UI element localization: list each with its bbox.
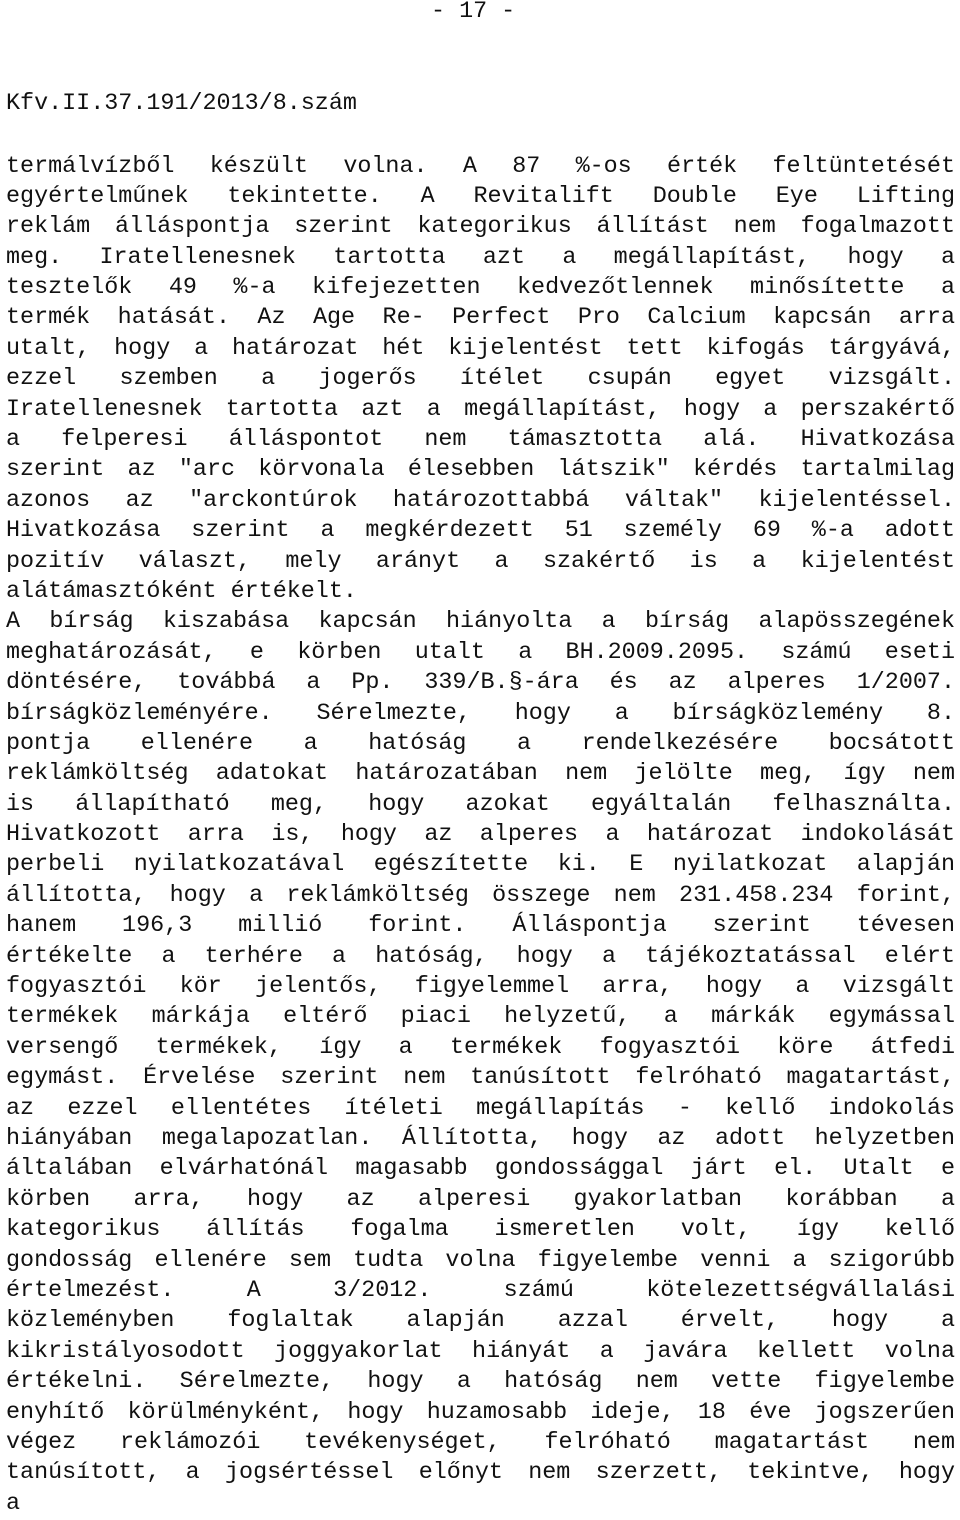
text-line: közleményben foglaltak alapján azzal érvelt, hogy a <box>6 1308 955 1335</box>
text-line: meg. Iratellenesnek tartotta azt a megállapítást, hogy a <box>6 244 955 271</box>
text-line: döntésére, továbbá a Pp. 339/B.§-ára és az alperes 1/2007. <box>6 670 955 697</box>
text-line: azonos az "arckontúrok határozottabbá váltak" kijelentéssel. <box>6 487 955 514</box>
text-line: értékelni. Sérelmezte, hogy a hatóság nem vette figyelembe <box>6 1369 955 1396</box>
text-line: végez reklámozói tevékenységet, felróható magatartást nem <box>6 1429 955 1456</box>
text-line: A bírság kiszabása kapcsán hiányolta a bírság alapösszegének <box>6 609 955 636</box>
text-line: körben arra, hogy az alperesi gyakorlatban korábban a <box>6 1186 955 1213</box>
text-line: reklám álláspontja szerint kategorikus állítást nem fogalmazott <box>6 214 955 241</box>
text-line: bírságközleményére. Sérelmezte, hogy a bírságközlemény 8. <box>6 700 955 727</box>
text-line: egyértelműnek tekintette. A Revitalift Double Eye Lifting <box>6 183 955 210</box>
text-line: utalt, hogy a határozat hét kijelentést tett kifogás tárgyává, <box>6 335 955 362</box>
case-number: Kfv.II.37.191/2013/8.szám <box>6 91 357 117</box>
text-line: Iratellenesnek tartotta azt a megállapítást, hogy a perszakértő <box>6 396 955 423</box>
text-line: ezzel szemben a jogerős ítélet csupán egyet vizsgált. <box>6 366 955 393</box>
text-line: állította, hogy a reklámköltség összege nem 231.458.234 forint, <box>6 882 955 909</box>
page-number: - 17 - <box>431 0 516 25</box>
text-line: is állapítható meg, hogy azokat egyáltalán felhasználta. <box>6 791 955 818</box>
paragraph-1 <box>6 152 955 608</box>
text-line: pontja ellenére a hatóság a rendelkezésére bocsátott <box>6 730 955 757</box>
text-line: pozitív választ, mely arányt a szakértő is a kijelentést <box>6 548 955 575</box>
text-line: szerint az "arc körvonala élesebben látszik" kérdés tartalmilag <box>6 457 955 484</box>
text-line: Hivatkozása szerint a megkérdezett 51 személy 69 %-a adott <box>6 518 955 545</box>
text-line: az ezzel ellentétes ítéleti megállapítás - kellő indokolás <box>6 1095 955 1122</box>
text-line: hanem 196,3 millió forint. Álláspontja szerint tévesen <box>6 913 955 940</box>
text-line: tanúsított, a jogsértéssel előnyt nem szerzett, tekintve, hogy <box>6 1460 955 1487</box>
text-line: alátámasztóként értékelt. <box>6 578 357 605</box>
text-line: kategorikus állítás fogalma ismeretlen volt, így kellő <box>6 1217 955 1244</box>
text-line: általában elvárhatónál magasabb gondossággal járt el. Utalt e <box>6 1156 955 1183</box>
text-line: tesztelők 49 %-a kifejezetten kedvezőtlennek minősítette a <box>6 275 955 302</box>
text-line: gondosság ellenére sem tudta volna figyelembe venni a szigorúbb <box>6 1247 955 1274</box>
text-line: termékek márkája eltérő piaci helyzetű, a márkák egymással <box>6 1004 955 1031</box>
text-line: kikristályosodott joggyakorlat hiányát a javára kellett volna <box>6 1338 955 1365</box>
body-text <box>6 152 955 1520</box>
text-line: enyhítő körülményként, hogy huzamosabb ideje, 18 éve jogszerűen <box>6 1399 955 1426</box>
text-line: a felperesi álláspontot nem támasztotta alá. Hivatkozása <box>6 427 955 454</box>
text-line: egymást. Érvelése szerint nem tanúsított felróható magatartást, <box>6 1065 955 1092</box>
text-line: perbeli nyilatkozatával egészítette ki. E nyilatkozat alapján <box>6 852 955 879</box>
text-line: a <box>6 1490 21 1517</box>
text-line: fogyasztói kör jelentős, figyelemmel arra, hogy a vizsgált <box>6 974 955 1001</box>
text-line: termék hatását. Az Age Re- Perfect Pro Calcium kapcsán arra <box>6 305 955 332</box>
text-line: értelmezést. A 3/2012. számú kötelezettségvállalási <box>6 1277 955 1304</box>
text-line: értékelte a terhére a hatóság, hogy a tájékoztatással elért <box>6 943 955 970</box>
text-line: meghatározását, e körben utalt a BH.2009.2095. számú eseti <box>6 639 955 666</box>
text-line: termálvízből készült volna. A 87 %-os érték feltüntetését <box>6 153 955 180</box>
text-line: versengő termékek, így a termékek fogyasztói köre átfedi <box>6 1034 955 1061</box>
text-line: reklámköltség adatokat határozatában nem jelölte meg, így nem <box>6 761 955 788</box>
text-line: hiányában megalapozatlan. Állította, hogy az adott helyzetben <box>6 1126 955 1152</box>
text-line: Hivatkozott arra is, hogy az alperes a határozat indokolását <box>6 822 955 849</box>
paragraph-2 <box>6 607 955 1519</box>
